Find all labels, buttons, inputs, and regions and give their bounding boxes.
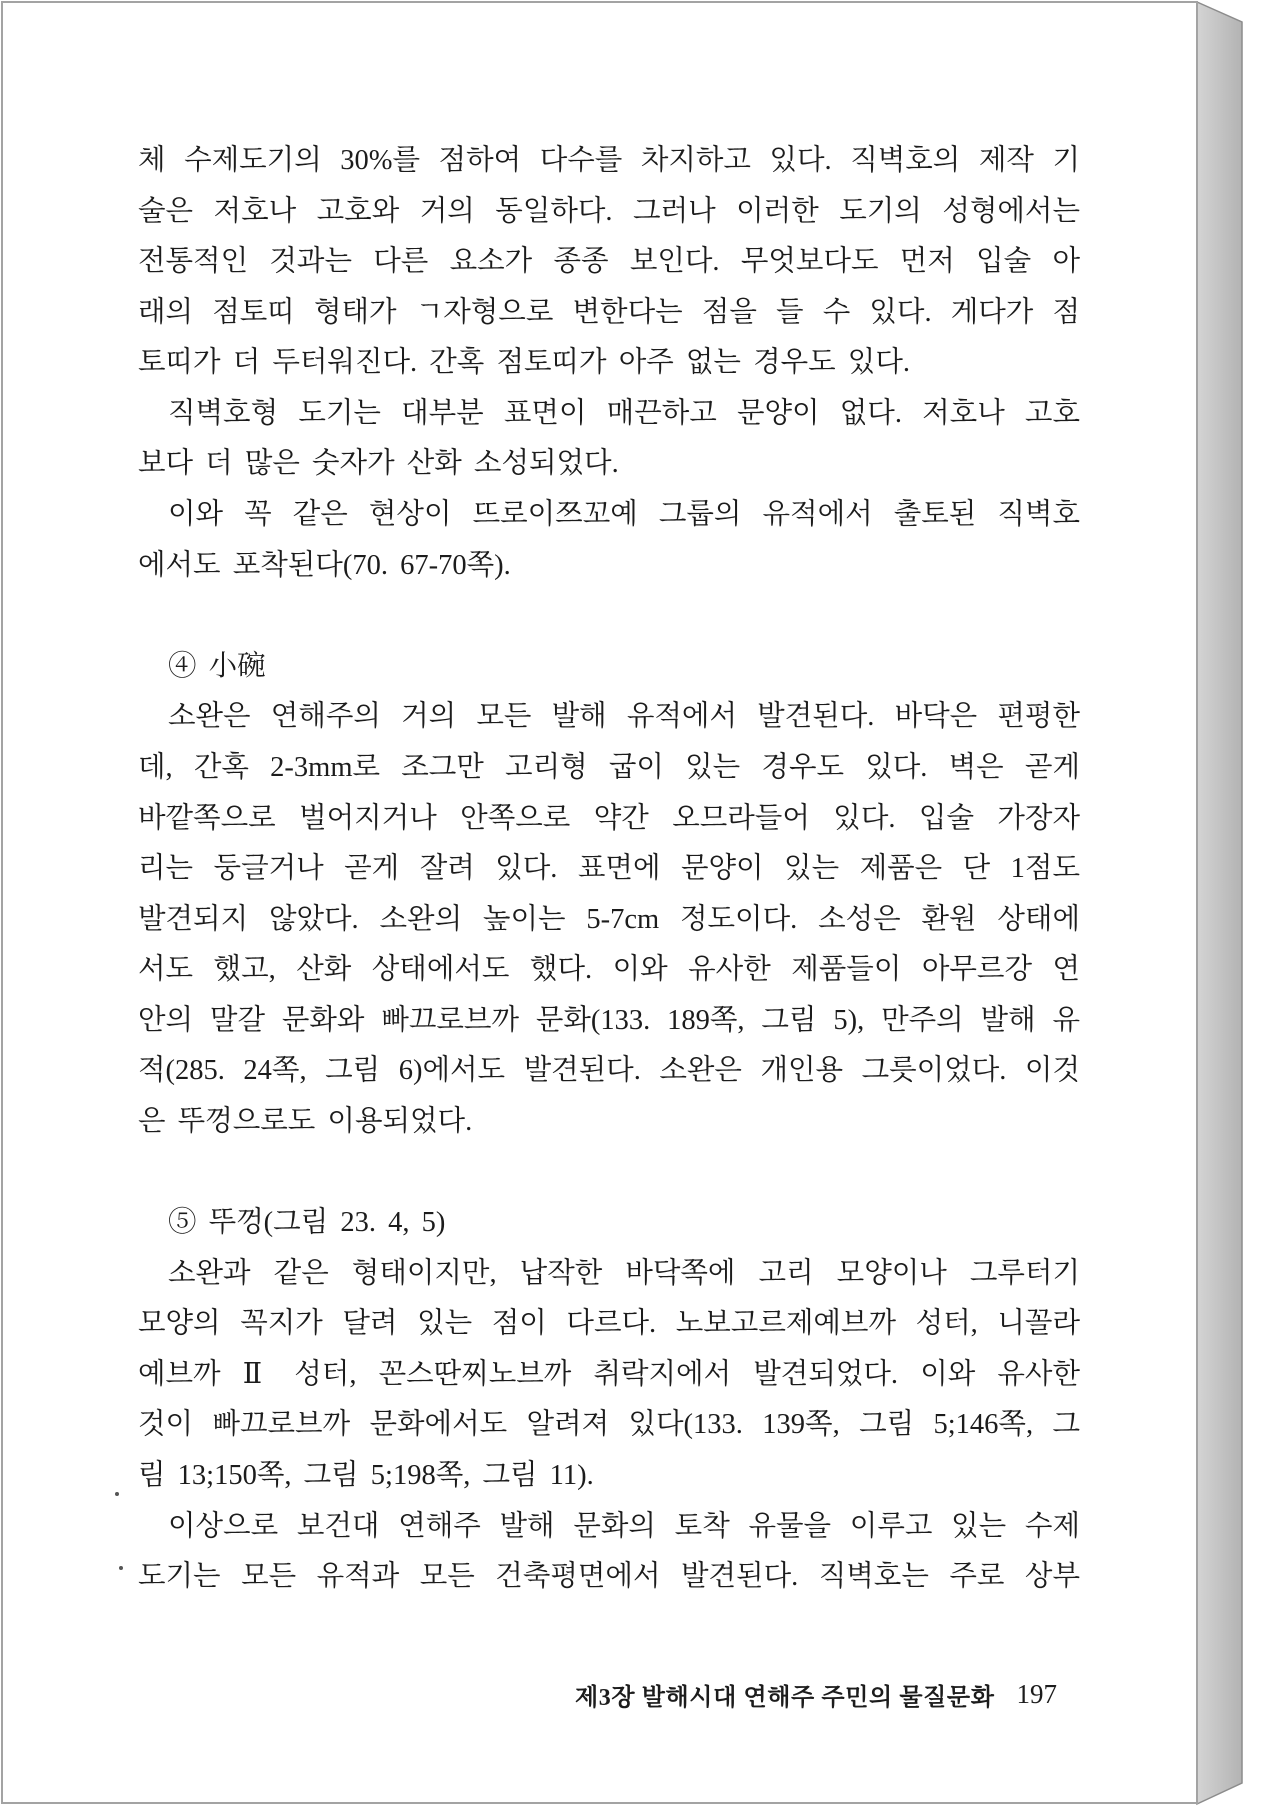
text-line: 이상으로 보건대 연해주 발해 문화의 토착 유물을 이루고 있는 수제 [168,1510,1080,1542]
text-line: 데, 간혹 2-3mm로 조그만 고리형 굽이 있는 경우도 있다. 벽은 곧게 [138,751,1080,783]
text-line: 소완과 같은 형태이지만, 납작한 바닥쪽에 고리 모양이나 그루터기 [168,1257,1080,1289]
text-line: 은 뚜껑으로도 이용되었다. [138,1105,473,1137]
text-line: 예브까 Ⅱ 성터, 꼰스딴찌노브까 취락지에서 발견되었다. 이와 유사한 [138,1358,1080,1390]
text-line: 도기는 모든 유적과 모든 건축평면에서 발견된다. 직벽호는 주로 상부 [138,1561,1080,1593]
text-line: 적(285. 24쪽, 그림 6)에서도 발견된다. 소완은 개인용 그릇이었다. 이것 [138,1055,1080,1087]
text-line: 리는 둥글거나 곧게 잘려 있다. 표면에 문양이 있는 제품은 단 1점도 [138,853,1080,885]
text-line: 직벽호형 도기는 대부분 표면이 매끈하고 문양이 없다. 저호나 고호 [168,397,1080,429]
text-line: 래의 점토띠 형태가 ㄱ자형으로 변한다는 점을 들 수 있다. 게다가 점 [138,296,1080,328]
blank-line [138,1148,1080,1199]
paragraph [138,1249,1080,1502]
scan-speck [115,1492,119,1496]
text-line: 토띠가 더 두터워진다. 간혹 점토띠가 아주 없는 경우도 있다. [138,347,910,379]
text-line: 에서도 포착된다(70. 67-70쪽). [138,549,511,581]
text-line: 바깥쪽으로 벌어지거나 안쪽으로 약간 오므라들어 있다. 입술 가장자 [138,802,1080,834]
scan-speck [119,1566,123,1570]
section-heading-small-bowl: ④ 小碗 [168,650,266,682]
paragraph [138,136,1080,389]
text-line: 술은 저호나 고호와 거의 동일하다. 그러나 이러한 도기의 성형에서는 [138,195,1080,227]
text-line: 이와 꼭 같은 현상이 뜨로이쯔꼬예 그룹의 유적에서 출토된 직벽호 [168,499,1080,531]
text-line: 소완은 연해주의 거의 모든 발해 유적에서 발견된다. 바닥은 편평한 [168,701,1080,733]
text-line: 림 13;150쪽, 그림 5;198쪽, 그림 11). [138,1460,594,1492]
body-text [138,136,1080,1603]
section-heading-lid: ⑤ 뚜껑(그림 23. 4, 5) [168,1207,446,1239]
text-line: 보다 더 많은 숫자가 산화 소성되었다. [138,448,619,480]
paragraph [138,692,1080,1147]
blank-line [138,591,1080,642]
text-line: 안의 말갈 문화와 빠끄로브까 문화(133. 189쪽, 그림 5), 만주의 발해 유 [138,1004,1080,1036]
page-number: 197 [1016,1678,1057,1709]
page-thickness-shape [1197,2,1242,1804]
paragraph [138,1502,1080,1603]
text-line: 서도 했고, 산화 상태에서도 했다. 이와 유사한 제품들이 아무르강 연 [138,954,1080,986]
page-footer [500,1676,1057,1712]
text-line: 체 수제도기의 30%를 점하여 다수를 차지하고 있다. 직벽호의 제작 기 [138,145,1080,176]
text-line: 것이 빠끄로브까 문화에서도 알려져 있다(133. 139쪽, 그림 5;146쪽, 그 [138,1409,1080,1441]
text-line: 전통적인 것과는 다른 요소가 종종 보인다. 무엇보다도 먼저 입술 아 [138,246,1080,278]
text-line: 발견되지 않았다. 소완의 높이는 5-7cm 정도이다. 소성은 환원 상태에 [138,903,1080,935]
paragraph [138,490,1080,591]
text-line: 모양의 꼭지가 달려 있는 점이 다르다. 노보고르제예브까 성터, 니꼴라 [138,1308,1080,1340]
running-head: 제3장 발해시대 연해주 주민의 물질문화 [574,1684,995,1711]
book-page [1,1,1198,1804]
paragraph [138,389,1080,490]
